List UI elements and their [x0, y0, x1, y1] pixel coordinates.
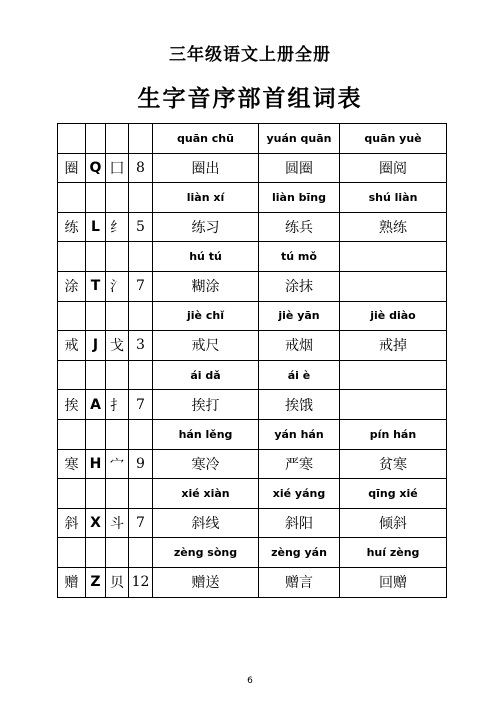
word-cell: 圈阅 — [340, 153, 447, 183]
character-row — [58, 567, 447, 597]
word-cell: 挨打 — [153, 390, 259, 420]
pinyin-cell: quān yuè — [340, 124, 447, 154]
pinyin-cell: hán lěng — [153, 419, 259, 449]
radical-cell: 纟 — [106, 212, 129, 242]
radical-cell: 扌 — [106, 390, 129, 420]
empty-cell — [86, 538, 106, 568]
pinyin-cell: yuán quān — [259, 124, 340, 154]
document-subtitle: 三年级语文上册全册 — [169, 45, 331, 65]
empty-cell — [129, 301, 153, 331]
radical-cell: 戈 — [106, 331, 129, 361]
word-cell: 倾斜 — [340, 508, 447, 538]
word-cell: 熟练 — [340, 212, 447, 242]
empty-cell — [106, 538, 129, 568]
radical-cell: 斗 — [106, 508, 129, 538]
word-cell: 赠送 — [153, 567, 259, 597]
empty-cell — [129, 183, 153, 213]
radical-cell: 贝 — [106, 567, 129, 597]
initial-letter-cell: H — [86, 449, 106, 479]
empty-cell — [86, 301, 106, 331]
pinyin-cell — [340, 360, 447, 390]
word-cell: 练兵 — [259, 212, 340, 242]
word-cell: 赠言 — [259, 567, 340, 597]
stroke-count-cell: 12 — [129, 567, 153, 597]
character-row — [58, 508, 447, 538]
stroke-count-cell: 7 — [129, 271, 153, 301]
empty-cell — [129, 242, 153, 272]
empty-cell — [106, 183, 129, 213]
pinyin-row — [58, 183, 447, 213]
word-cell: 练习 — [153, 212, 259, 242]
empty-cell — [129, 360, 153, 390]
radical-cell: 宀 — [106, 449, 129, 479]
word-cell: 戒掉 — [340, 331, 447, 361]
empty-cell — [58, 538, 86, 568]
empty-cell — [58, 183, 86, 213]
pinyin-row — [58, 538, 447, 568]
empty-cell — [58, 360, 86, 390]
word-cell: 寒冷 — [153, 449, 259, 479]
stroke-count-cell: 3 — [129, 331, 153, 361]
empty-cell — [86, 360, 106, 390]
pinyin-cell: pín hán — [340, 419, 447, 449]
empty-cell — [58, 301, 86, 331]
stroke-count-cell: 7 — [129, 390, 153, 420]
empty-cell — [86, 242, 106, 272]
empty-cell — [129, 479, 153, 509]
radical-cell: 氵 — [106, 271, 129, 301]
stroke-count-cell: 9 — [129, 449, 153, 479]
initial-letter-cell: Z — [86, 567, 106, 597]
word-cell: 挨饿 — [259, 390, 340, 420]
character-cell: 斜 — [58, 508, 86, 538]
radical-cell: 囗 — [106, 153, 129, 183]
pinyin-cell — [340, 242, 447, 272]
pinyin-row — [58, 124, 447, 154]
pinyin-cell: quān chū — [153, 124, 259, 154]
word-cell: 圆圈 — [259, 153, 340, 183]
pinyin-cell: shú liàn — [340, 183, 447, 213]
pinyin-cell: liàn xí — [153, 183, 259, 213]
empty-cell — [86, 183, 106, 213]
character-row — [58, 212, 447, 242]
pinyin-row — [58, 301, 447, 331]
empty-cell — [58, 242, 86, 272]
character-cell: 练 — [58, 212, 86, 242]
character-cell: 戒 — [58, 331, 86, 361]
character-row — [58, 153, 447, 183]
pinyin-cell: zèng sòng — [153, 538, 259, 568]
pinyin-cell: liàn bīng — [259, 183, 340, 213]
pinyin-row — [58, 419, 447, 449]
empty-cell — [106, 301, 129, 331]
pinyin-cell: zèng yán — [259, 538, 340, 568]
empty-cell — [129, 124, 153, 154]
pinyin-row — [58, 242, 447, 272]
pinyin-row — [58, 479, 447, 509]
word-cell: 戒尺 — [153, 331, 259, 361]
empty-cell — [129, 419, 153, 449]
page-number: 6 — [247, 676, 253, 686]
empty-cell — [58, 124, 86, 154]
word-cell: 严寒 — [259, 449, 340, 479]
character-row — [58, 271, 447, 301]
initial-letter-cell: J — [86, 331, 106, 361]
initial-letter-cell: A — [86, 390, 106, 420]
empty-cell — [106, 124, 129, 154]
empty-cell — [106, 479, 129, 509]
initial-letter-cell: Q — [86, 153, 106, 183]
word-cell: 圈出 — [153, 153, 259, 183]
pinyin-cell: huí zèng — [340, 538, 447, 568]
empty-cell — [129, 538, 153, 568]
word-cell: 糊涂 — [153, 271, 259, 301]
initial-letter-cell: L — [86, 212, 106, 242]
word-cell: 回赠 — [340, 567, 447, 597]
empty-cell — [58, 419, 86, 449]
word-cell — [340, 271, 447, 301]
pinyin-cell: yán hán — [259, 419, 340, 449]
character-row — [58, 449, 447, 479]
stroke-count-cell: 5 — [129, 212, 153, 242]
pinyin-cell: ái dǎ — [153, 360, 259, 390]
word-cell: 斜阳 — [259, 508, 340, 538]
character-cell: 圈 — [58, 153, 86, 183]
pinyin-cell: jiè diào — [340, 301, 447, 331]
pinyin-cell: hú tú — [153, 242, 259, 272]
word-cell: 贫寒 — [340, 449, 447, 479]
stroke-count-cell: 7 — [129, 508, 153, 538]
word-cell: 斜线 — [153, 508, 259, 538]
pinyin-cell: jiè chǐ — [153, 301, 259, 331]
stroke-count-cell: 8 — [129, 153, 153, 183]
pinyin-cell: tú mǒ — [259, 242, 340, 272]
pinyin-cell: xié yáng — [259, 479, 340, 509]
empty-cell — [86, 419, 106, 449]
empty-cell — [86, 479, 106, 509]
pinyin-cell: qīng xié — [340, 479, 447, 509]
character-cell: 赠 — [58, 567, 86, 597]
empty-cell — [106, 242, 129, 272]
character-cell: 挨 — [58, 390, 86, 420]
word-cell — [340, 390, 447, 420]
character-cell: 寒 — [58, 449, 86, 479]
word-cell: 涂抹 — [259, 271, 340, 301]
document-title: 生字音序部首组词表 — [137, 86, 363, 112]
pinyin-cell: ái è — [259, 360, 340, 390]
initial-letter-cell: T — [86, 271, 106, 301]
character-cell: 涂 — [58, 271, 86, 301]
empty-cell — [86, 124, 106, 154]
character-row — [58, 390, 447, 420]
pinyin-cell: jiè yān — [259, 301, 340, 331]
vocabulary-table — [57, 123, 447, 598]
initial-letter-cell: X — [86, 508, 106, 538]
pinyin-cell: xié xiàn — [153, 479, 259, 509]
pinyin-row — [58, 360, 447, 390]
word-cell: 戒烟 — [259, 331, 340, 361]
empty-cell — [106, 360, 129, 390]
empty-cell — [58, 479, 86, 509]
character-row — [58, 331, 447, 361]
empty-cell — [106, 419, 129, 449]
